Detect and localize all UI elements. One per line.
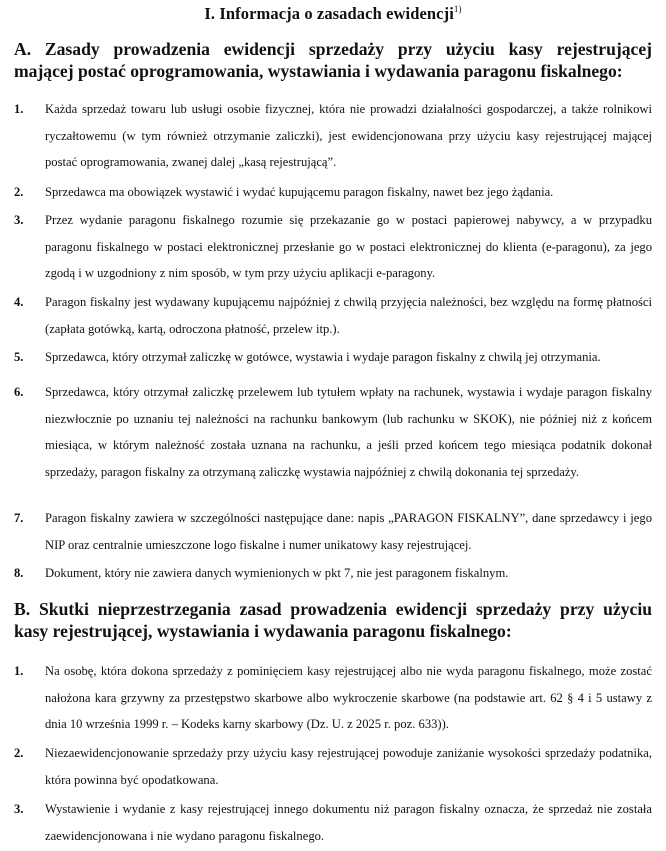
item-number: 3.	[14, 802, 24, 816]
item-text: Niezaewidencjonowanie sprzedaży przy użyciu kasy rejestrującej powoduje zaniżanie wysokości sprzedaży podatnika, która powinna być opodatkowana.	[45, 746, 652, 787]
item-number: 5.	[14, 350, 24, 364]
item-number: 1.	[14, 102, 24, 116]
section-a-item-5	[14, 344, 652, 371]
section-b-heading-line1: B. Skutki nieprzestrzegania zasad prowadzenia ewidencji sprzedaży przy użyciu	[14, 599, 652, 619]
section-a-item-7	[14, 505, 652, 558]
item-number: 3.	[14, 213, 24, 227]
item-text: Na osobę, która dokona sprzedaży z pominięciem kasy rejestrującej albo nie wyda paragonu fiskalnego, może zostać nałożona kara grzywny za przestępstwo skarbowe albo wykroczenie skarbowe (na podstawie art. 62 § 4 i 5 ustawy z dnia 10 września 1999 r. – Kodeks karny skarbowy (Dz. U. z 2025 r. poz. 633)).	[45, 664, 652, 731]
item-text: Każda sprzedaż towaru lub usługi osobie fizycznej, która nie prowadzi działalności gospodarczej, a także rolnikowi ryczałtowemu (w tym również otrzymanie zaliczki), jest ewidencjonowana przy użyciu kasy rejestrującej mającej postać oprogramowania, zwanej dalej „kasą rejestrującą”.	[45, 102, 652, 169]
section-a-item-2	[14, 179, 652, 206]
section-a-item-3	[14, 207, 652, 287]
section-a-item-4	[14, 289, 652, 342]
item-text: Sprzedawca ma obowiązek wystawić i wydać kupującemu paragon fiskalny, nawet bez jego żądania.	[45, 185, 554, 199]
item-number: 4.	[14, 295, 24, 309]
section-b-item-1	[14, 658, 652, 738]
section-b-heading-line2: kasy rejestrującej, wystawiania i wydawania paragonu fiskalnego:	[14, 621, 512, 641]
item-text: Dokument, który nie zawiera danych wymienionych w pkt 7, nie jest paragonem fiskalnym.	[45, 566, 509, 580]
item-number: 8.	[14, 566, 24, 580]
item-number: 6.	[14, 385, 24, 399]
item-text: Wystawienie i wydanie z kasy rejestrującej innego dokumentu niż paragon fiskalny oznacza, że sprzedaż nie została zaewidencjonowana i nie wydano paragonu fiskalnego.	[45, 802, 652, 843]
item-number: 1.	[14, 664, 24, 678]
section-a-heading-line1: A. Zasady prowadzenia ewidencji sprzedaży przy użyciu kasy rejestrującej	[14, 39, 652, 59]
item-number: 2.	[14, 746, 24, 760]
document-title-text: I. Informacja o zasadach ewidencji	[204, 4, 454, 23]
section-a-item-8	[14, 560, 652, 587]
section-a-item-1	[14, 96, 652, 176]
section-b-item-2	[14, 740, 652, 793]
section-b-heading	[14, 598, 652, 642]
item-number: 7.	[14, 511, 24, 525]
footnote-marker: 1)	[453, 4, 462, 14]
item-text: Sprzedawca, który otrzymał zaliczkę w gotówce, wystawia i wydaje paragon fiskalny z chwilą jej otrzymania.	[45, 350, 601, 364]
item-text: Paragon fiskalny zawiera w szczególności następujące dane: napis „PARAGON FISKALNY”, dane sprzedawcy i jego NIP oraz centralnie umieszczone logo fiskalne i numer unikatowy kasy rejestrującej.	[45, 511, 652, 552]
section-a-heading	[14, 38, 652, 82]
section-a-heading-line2: mającej postać oprogramowania, wystawiania i wydawania paragonu fiskalnego:	[14, 61, 623, 81]
section-a-item-6	[14, 379, 652, 485]
item-text: Przez wydanie paragonu fiskalnego rozumie się przekazanie go w postaci papierowej nabywcy, a w przypadku paragonu fiskalnego w postaci elektronicznej przesłanie go w postaci elektronicznej do klienta (e-paragonu), za jego zgodą i w uzgodniony z nim sposób, w tym przy użyciu aplikacji e-paragony.	[45, 213, 652, 280]
item-text: Paragon fiskalny jest wydawany kupującemu najpóźniej z chwilą przyjęcia należności, bez względu na formę płatności (zapłata gotówką, kartą, odroczona płatność, przelew itp.).	[45, 295, 652, 336]
section-b-item-3	[14, 796, 652, 849]
item-text: Sprzedawca, który otrzymał zaliczkę przelewem lub tytułem wpłaty na rachunek, wystawia i wydaje paragon fiskalny niezwłocznie po uznaniu tej należności na rachunku bankowym (lub rachunku w SKOK), nie później niż z końcem miesiąca, w którym należność została uznana na rachunku, a jeśli przed końcem tego miesiąca podatnik dokonał sprzedaży, paragon fiskalny za otrzymaną zaliczkę wystawia najpóźniej z chwilą dokonania tej sprzedaży.	[45, 385, 652, 479]
item-number: 2.	[14, 185, 24, 199]
document-title	[0, 4, 666, 24]
